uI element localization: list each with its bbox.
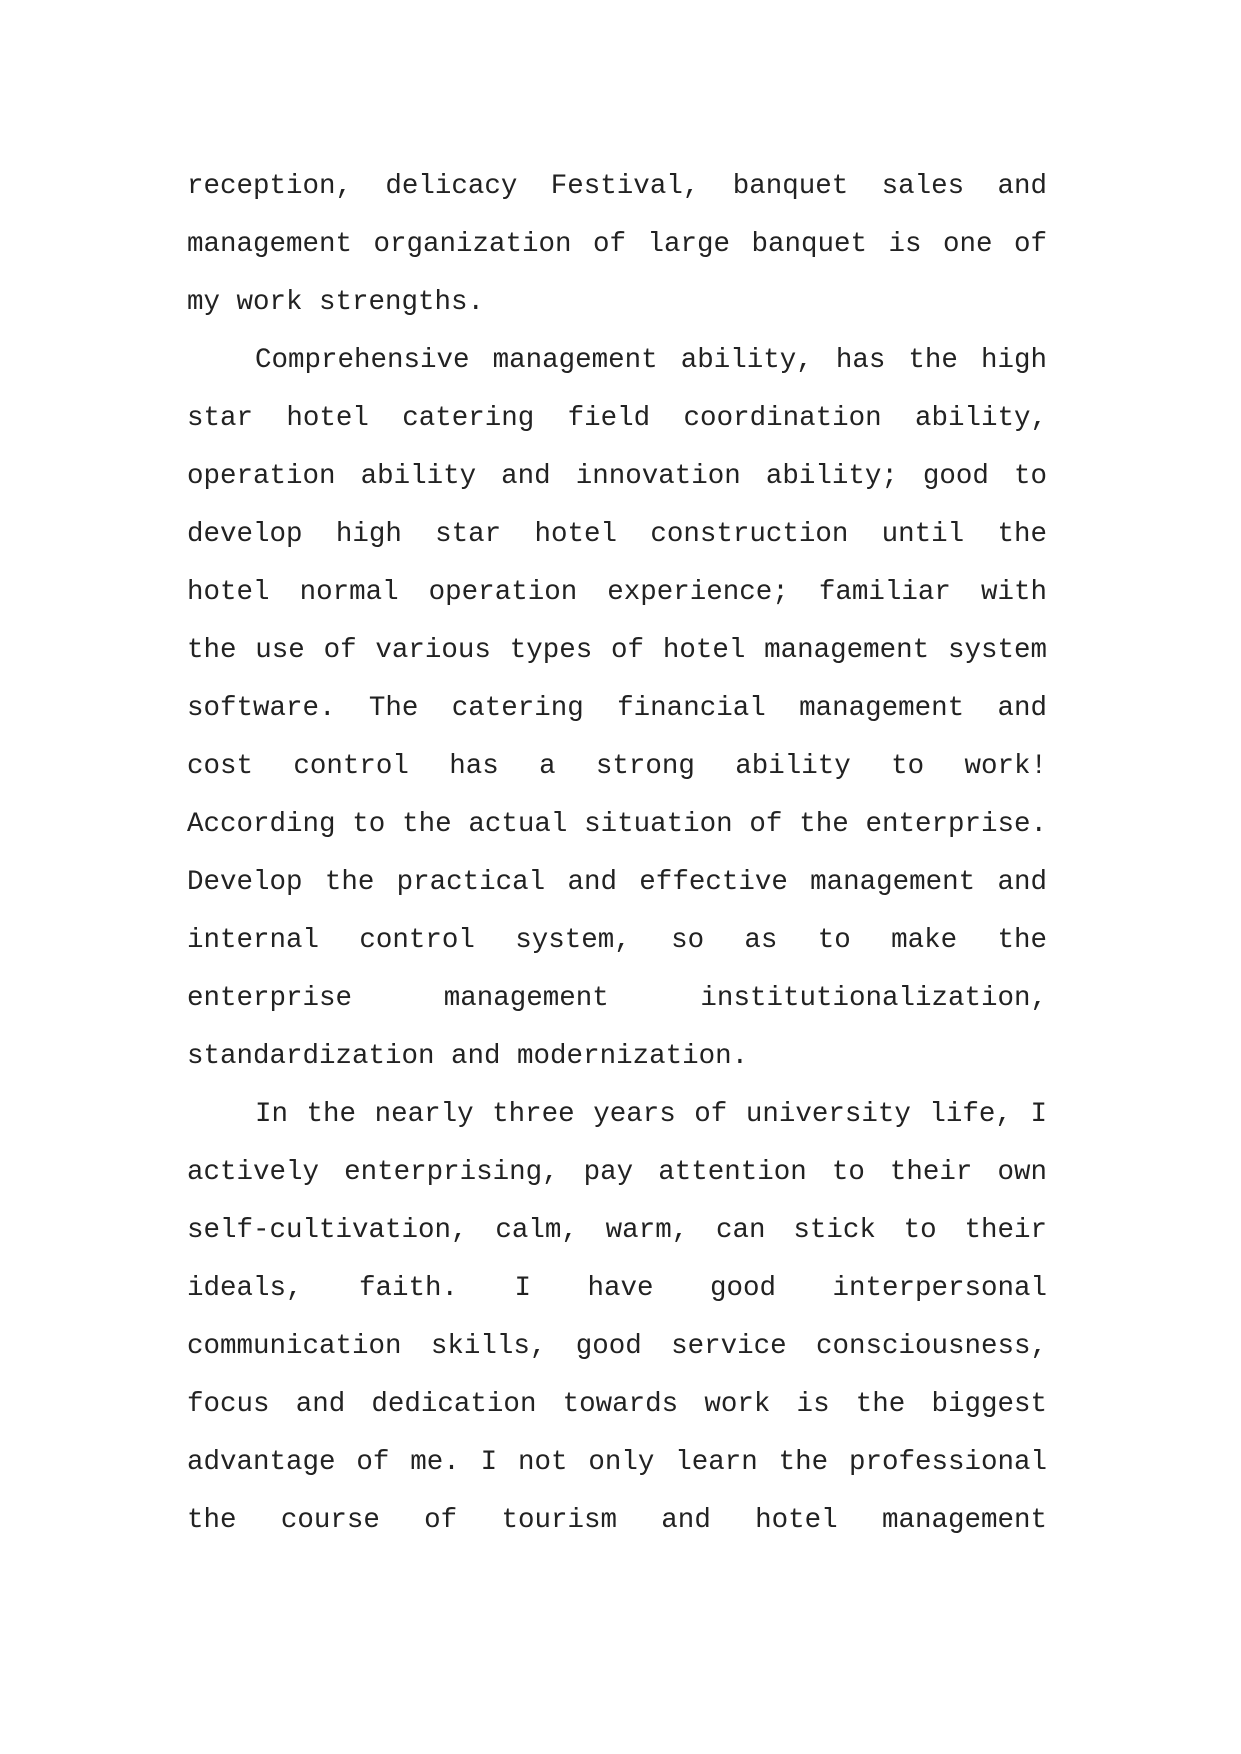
- text-line: enterprise management institutionalization,: [187, 983, 1047, 1014]
- body-text: [187, 158, 1047, 1550]
- text-line: star hotel catering field coordination ability,: [187, 403, 1047, 434]
- text-line: operation ability and innovation ability; good to: [187, 461, 1047, 492]
- text-line: the course of tourism and hotel management: [187, 1505, 1047, 1536]
- text-line: According to the actual situation of the enterprise.: [187, 809, 1047, 840]
- text-line: In the nearly three years of university life, I: [255, 1099, 1047, 1130]
- text-line: management organization of large banquet is one of: [187, 229, 1047, 260]
- text-line: advantage of me. I not only learn the professional: [187, 1447, 1047, 1478]
- text-line: actively enterprising, pay attention to their own: [187, 1157, 1047, 1188]
- text-line: internal control system, so as to make the: [187, 925, 1047, 956]
- text-line: Develop the practical and effective management and: [187, 867, 1047, 898]
- paragraph: [187, 1086, 1047, 1550]
- text-line: the use of various types of hotel management system: [187, 635, 1047, 666]
- text-line: communication skills, good service consciousness,: [187, 1331, 1047, 1362]
- paragraph: [187, 332, 1047, 1086]
- text-line: reception, delicacy Festival, banquet sales and: [187, 171, 1047, 202]
- paragraph: [187, 158, 1047, 332]
- text-line: standardization and modernization.: [187, 1041, 749, 1072]
- text-line: ideals, faith. I have good interpersonal: [187, 1273, 1047, 1304]
- text-line: software. The catering financial management and: [187, 693, 1047, 724]
- text-line: hotel normal operation experience; familiar with: [187, 577, 1047, 608]
- text-line: cost control has a strong ability to work!: [187, 751, 1047, 782]
- text-line: Comprehensive management ability, has the high: [255, 345, 1047, 376]
- text-line: self-cultivation, calm, warm, can stick to their: [187, 1215, 1047, 1246]
- text-line: my work strengths.: [187, 287, 485, 318]
- text-line: focus and dedication towards work is the biggest: [187, 1389, 1047, 1420]
- text-line: develop high star hotel construction until the: [187, 519, 1047, 550]
